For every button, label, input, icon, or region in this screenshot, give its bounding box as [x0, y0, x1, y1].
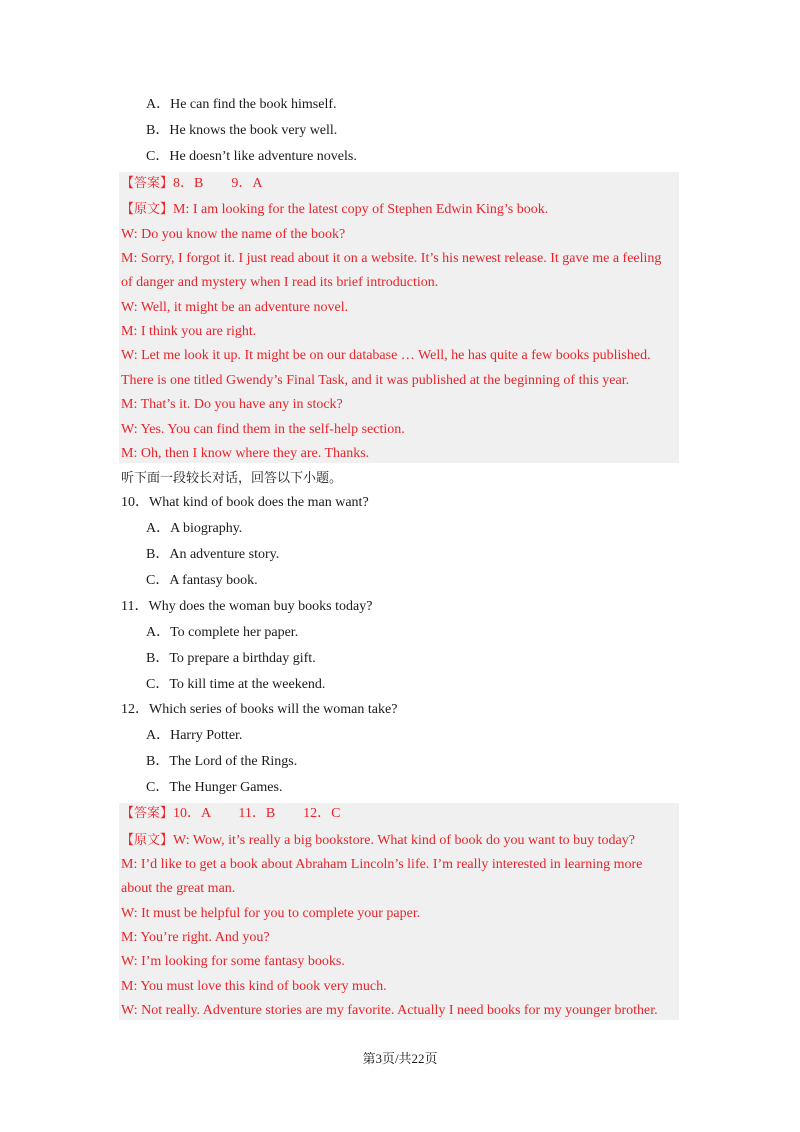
answer-line [121, 804, 341, 824]
transcript-line: M: I’d like to get a book about Abraham Lincoln’s life. I’m really interested in learning more [121, 857, 643, 872]
transcript-line: W: Do you know the name of the book? [121, 227, 346, 242]
option-line: A．To complete her paper. [146, 625, 299, 640]
transcript-line: M: You’re right. And you? [121, 930, 270, 945]
answer-tag: 【答案】 [121, 176, 174, 191]
question-stem: 12．Which series of books will the woman take? [121, 702, 398, 717]
option-line: A．Harry Potter. [146, 728, 243, 743]
answer-line [121, 174, 262, 194]
transcript-tag: 【原文】 [121, 202, 174, 217]
option-line: C．He doesn’t like adventure novels. [146, 149, 357, 164]
transcript-line: W: Let me look it up. It might be on our database … Well, he has quite a few books published. [121, 348, 651, 363]
transcript-text: W: Wow, it’s really a big bookstore. What kind of book do you want to buy today? [173, 833, 635, 848]
option-line: C．To kill time at the weekend. [146, 677, 326, 692]
option-line: C．The Hunger Games. [146, 780, 283, 795]
option-line: B．The Lord of the Rings. [146, 754, 298, 769]
transcript-line [121, 200, 548, 220]
option-line: C．A fantasy book. [146, 573, 258, 588]
transcript-line: M: You must love this kind of book very much. [121, 979, 387, 994]
transcript-line: M: That’s it. Do you have any in stock? [121, 397, 343, 412]
option-line: B．An adventure story. [146, 547, 280, 562]
transcript-line: M: Sorry, I forgot it. I just read about it on a website. It’s his newest release. It gave me a feeling [121, 251, 662, 266]
transcript-line: W: It must be helpful for you to complete your paper. [121, 906, 421, 921]
option-line: A．He can find the book himself. [146, 97, 337, 112]
answer-tag: 【答案】 [121, 806, 174, 821]
transcript-text: M: I am looking for the latest copy of Stephen Edwin King’s book. [173, 202, 549, 217]
question-stem: 10．What kind of book does the man want? [121, 495, 369, 510]
transcript-tag: 【原文】 [121, 833, 174, 848]
question-stem: 11．Why does the woman buy books today? [121, 599, 373, 614]
page-number: 第3页/共22页 [362, 1051, 438, 1066]
transcript-line: There is one titled Gwendy’s Final Task, and it was published at the beginning of this year. [121, 373, 630, 388]
transcript-line [121, 831, 635, 851]
transcript-line: M: I think you are right. [121, 324, 257, 339]
transcript-line: W: Yes. You can find them in the self-help section. [121, 422, 405, 437]
option-line: B．To prepare a birthday gift. [146, 651, 316, 666]
transcript-line: of danger and mystery when I read its brief introduction. [121, 275, 439, 290]
section-instruction: 听下面一段较长对话，回答以下小题。 [121, 471, 343, 486]
option-line: A．A biography. [146, 521, 243, 536]
transcript-line: W: Well, it might be an adventure novel. [121, 300, 349, 315]
transcript-line: M: Oh, then I know where they are. Thanks. [121, 446, 370, 461]
transcript-line: W: Not really. Adventure stories are my favorite. Actually I need books for my younger brother. [121, 1003, 658, 1018]
transcript-line: about the great man. [121, 881, 236, 896]
option-line: B．He knows the book very well. [146, 123, 338, 138]
transcript-line: W: I’m looking for some fantasy books. [121, 954, 345, 969]
answer-text: 10．A 11．B 12．C [173, 806, 341, 821]
answer-text: 8．B 9．A [173, 176, 263, 191]
